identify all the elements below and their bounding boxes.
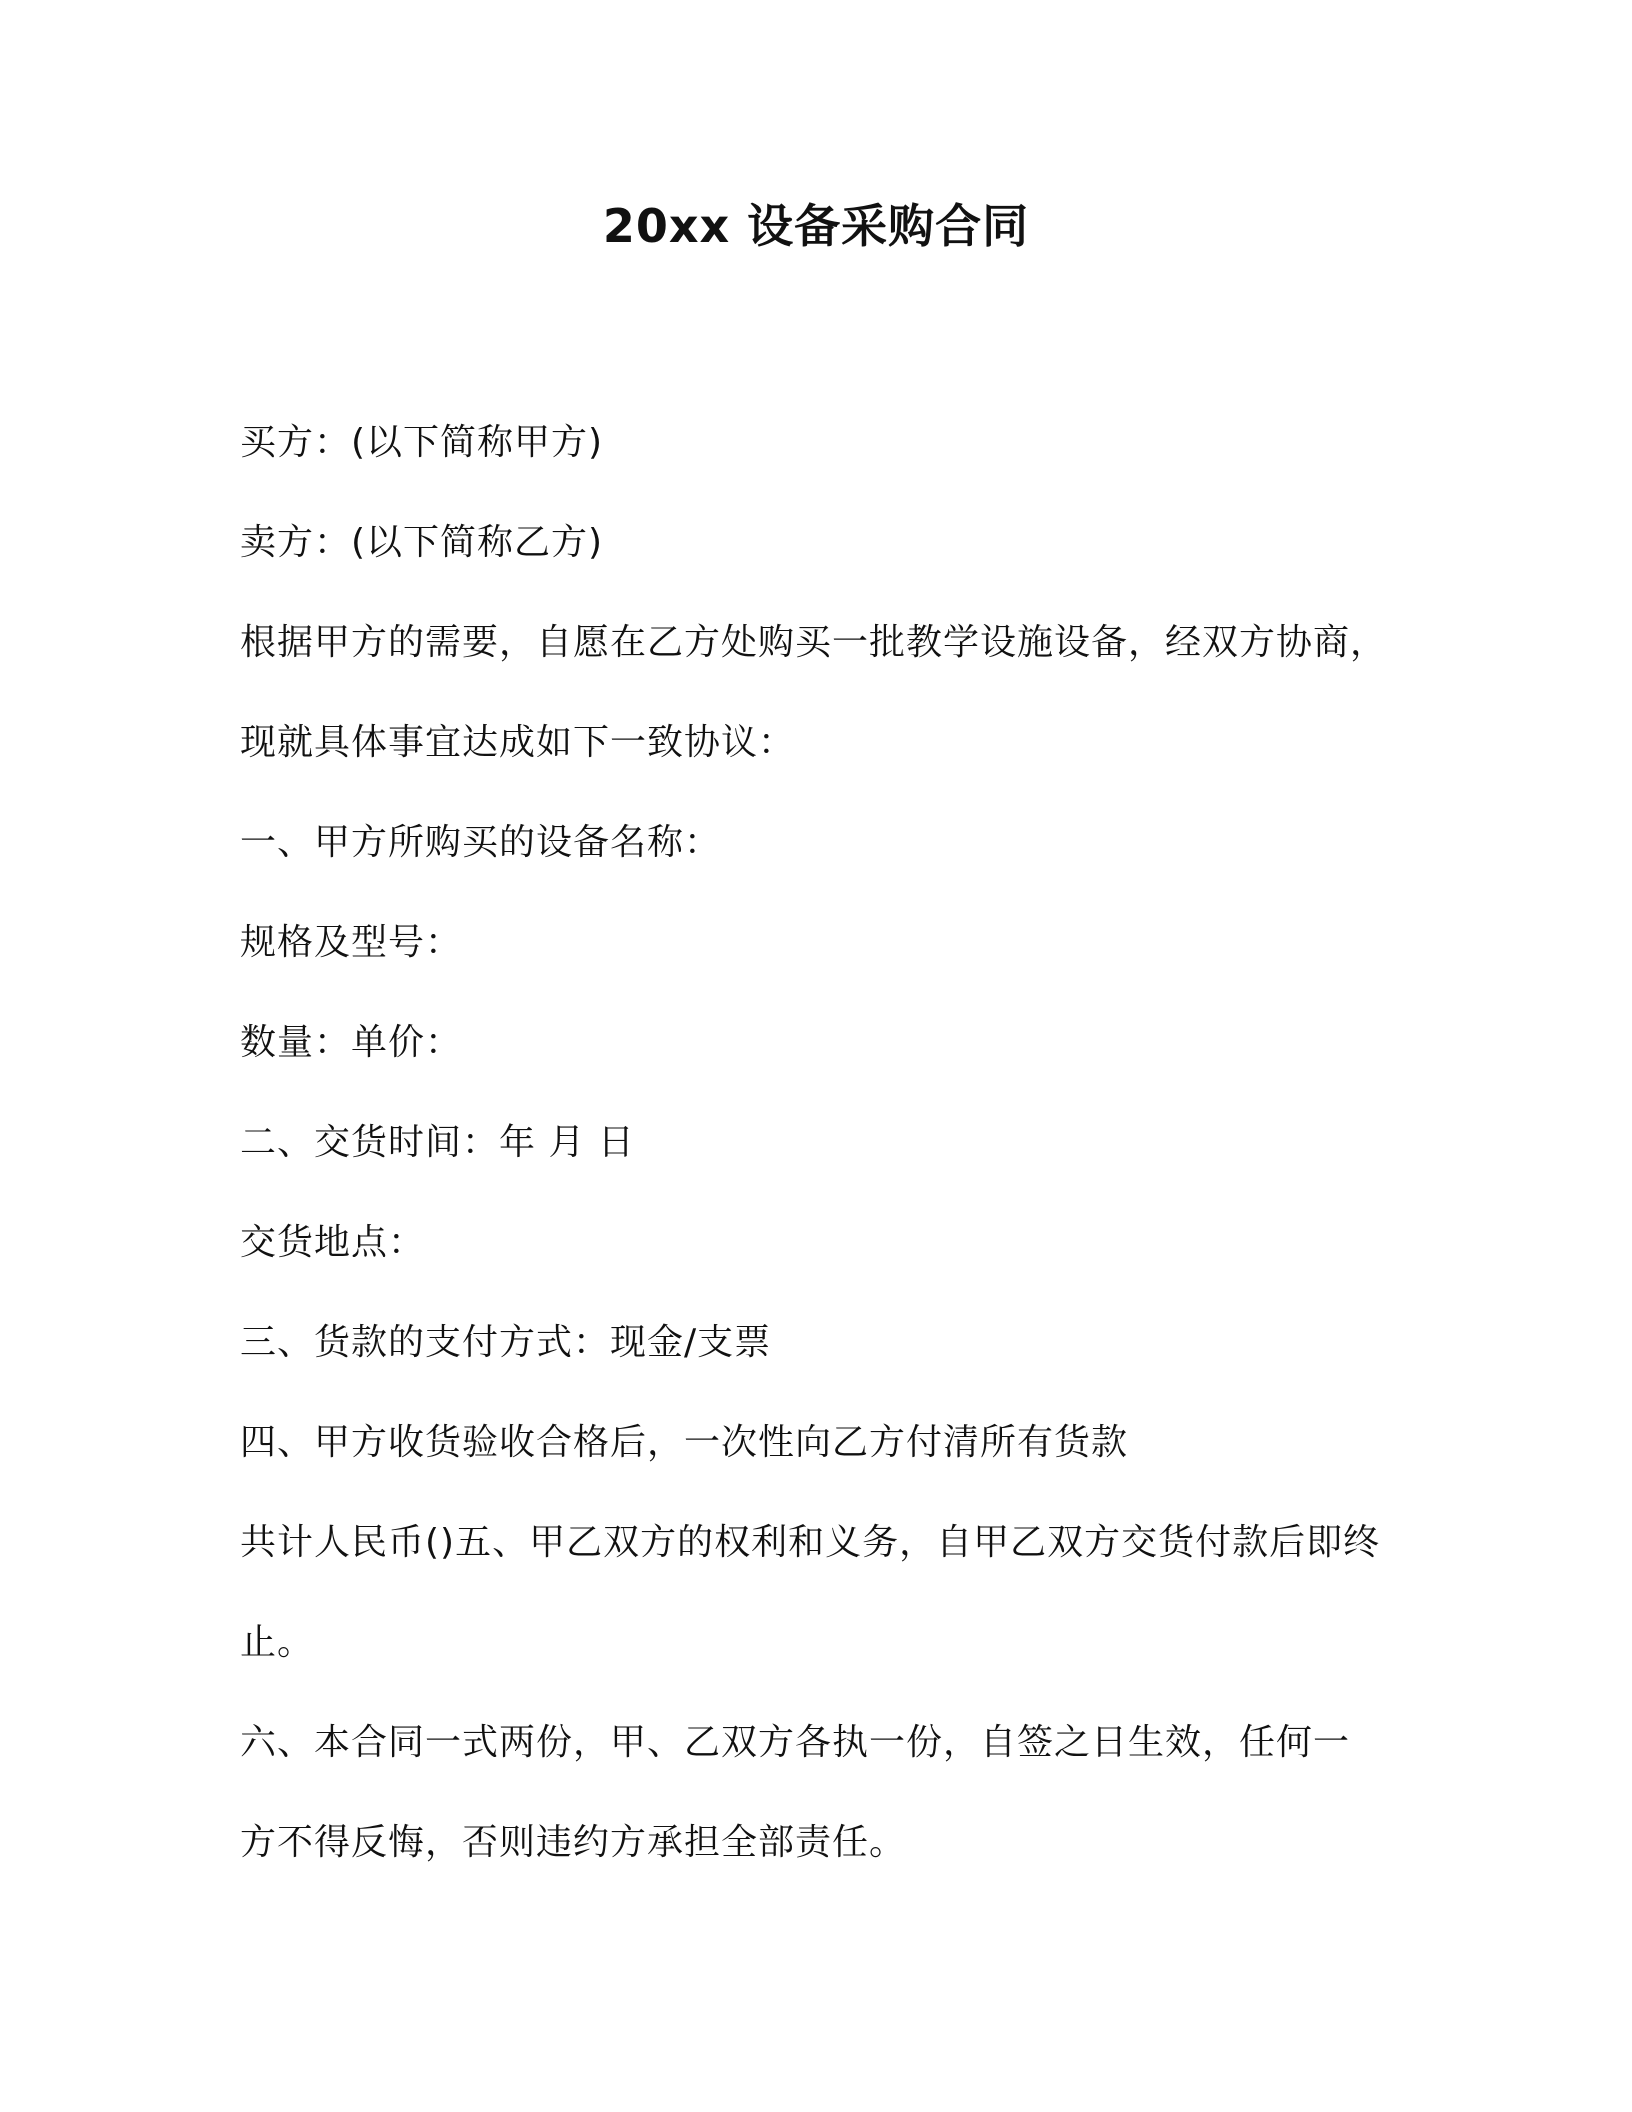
- intro-line-2: 现就具体事宜达成如下一致协议：: [240, 722, 796, 763]
- buyer-line: 买方：(以下简称甲方): [240, 422, 604, 463]
- clause-1-spec-model: 规格及型号：: [240, 922, 463, 963]
- clause-3-payment-method: 三、货款的支付方式：现金/支票: [240, 1322, 772, 1363]
- clause-6-line-1: 六、本合同一式两份，甲、乙双方各执一份，自签之日生效，任何一: [240, 1722, 1351, 1763]
- seller-line: 卖方：(以下简称乙方): [240, 522, 604, 563]
- clause-1-quantity-price: 数量：单价：: [240, 1022, 463, 1063]
- clause-2-delivery-time: 二、交货时间：年 月 日: [240, 1122, 635, 1163]
- clause-4-payment: 四、甲方收货验收合格后，一次性向乙方付清所有货款: [240, 1422, 1129, 1463]
- clause-1-equipment-name: 一、甲方所购买的设备名称：: [240, 822, 722, 863]
- clause-6-line-2: 方不得反悔，否则违约方承担全部责任。: [240, 1822, 907, 1863]
- document-title: 20xx 设备采购合同: [602, 199, 1030, 253]
- intro-line-1: 根据甲方的需要，自愿在乙方处购买一批教学设施设备，经双方协商，: [240, 622, 1388, 663]
- clause-2-delivery-place: 交货地点：: [240, 1222, 426, 1263]
- clause-5-line-2: 止。: [240, 1622, 315, 1663]
- clause-5-line-1: 共计人民币()五、甲乙双方的权利和义务，自甲乙双方交货付款后即终: [240, 1522, 1381, 1563]
